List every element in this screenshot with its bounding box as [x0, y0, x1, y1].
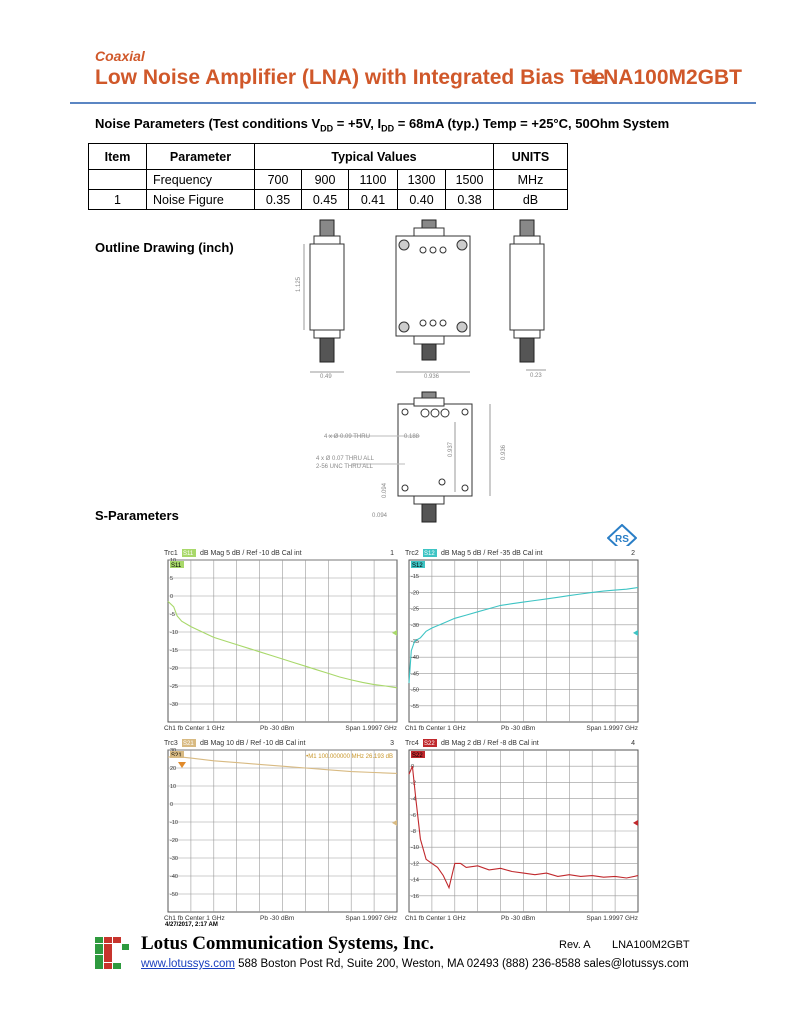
trace-info: dB Mag 5 dB / Ref -35 dB Cal int — [441, 550, 543, 557]
trace-tag: S12 — [424, 551, 435, 557]
panel-number: 1 — [390, 550, 394, 557]
sparam-panel — [405, 739, 638, 922]
trace-name: Trc4 — [405, 740, 419, 747]
panel-number: 4 — [631, 740, 635, 747]
tick-label: -5 — [170, 612, 175, 618]
tick-label: -25 — [170, 684, 178, 690]
noise-table — [88, 143, 568, 210]
trace-name: Trc1 — [164, 550, 178, 557]
tick-label: -30 — [170, 856, 178, 862]
dim-width-right: 0.23 — [530, 373, 542, 379]
dim-0094a: 0.094 — [382, 482, 388, 498]
footer-power: Pb -30 dBm — [260, 725, 295, 732]
marker-readout: •M1 100.000000 MHz 26.193 dB — [306, 754, 393, 760]
lotus-logo-icon — [93, 935, 131, 973]
footer-center: Ch1 fb Center 1 GHz — [405, 725, 466, 732]
footer-span: Span 1.9997 GHz — [586, 725, 638, 732]
dim-width-side: 0.49 — [320, 374, 332, 380]
cell-freq-unit: MHz — [494, 170, 568, 190]
tick-label: -50 — [170, 892, 178, 898]
website-link[interactable]: www.lotussys.com — [141, 958, 235, 970]
trace-info: dB Mag 5 dB / Ref -10 dB Cal int — [200, 550, 302, 557]
header-rule — [70, 102, 756, 104]
tick-label: 0 — [170, 594, 174, 600]
sparam-panel — [164, 739, 397, 922]
tick-label: -45 — [411, 671, 419, 678]
footer-span: Span 1.9997 GHz — [345, 915, 397, 922]
tick-label: -6 — [411, 812, 416, 819]
cell-freq-label: Frequency — [147, 170, 255, 190]
sparams-title: S-Parameters — [95, 508, 179, 523]
cell-nf-item: 1 — [89, 190, 147, 210]
cell-nf: 0.45 — [302, 190, 349, 210]
footer-address — [141, 958, 689, 970]
footer-center: Ch1 fb Center 1 GHz — [164, 915, 225, 922]
tick-label: -10 — [170, 630, 178, 636]
footer-center: Ch1 fb Center 1 GHz — [405, 915, 466, 922]
footer-span: Span 1.9997 GHz — [345, 725, 397, 732]
trace-name: Trc2 — [405, 550, 419, 557]
svg-text:RS: RS — [615, 534, 629, 545]
tick-label: -20 — [411, 590, 419, 597]
address-text: 588 Boston Post Rd, Suite 200, Weston, MA 02493 (888) 236-8588 sales@lotussys.com — [234, 958, 689, 970]
footer-power: Pb -30 dBm — [260, 915, 295, 922]
trace-name: Trc3 — [164, 740, 178, 747]
company-name: Lotus Communication Systems, Inc. — [141, 933, 434, 954]
tick-label: -16 — [411, 893, 419, 900]
cell-nf-label: Noise Figure — [147, 190, 255, 210]
tick-label: 0 — [411, 764, 415, 771]
th-item: Item — [89, 144, 147, 170]
footer-part-number: LNA100M2GBT — [612, 939, 690, 951]
tick-label: -10 — [170, 820, 178, 826]
cell-nf: 0.41 — [349, 190, 398, 210]
tick-label: -50 — [411, 687, 419, 694]
footer-center: Ch1 fb Center 1 GHz — [164, 725, 225, 732]
tick-label: -2 — [411, 780, 416, 787]
panel-number: 3 — [390, 740, 394, 747]
cell-nf-unit: dB — [494, 190, 568, 210]
trace-tag: S22 — [424, 741, 435, 747]
footer-power: Pb -30 dBm — [501, 725, 536, 732]
tick-label: -20 — [170, 838, 178, 844]
footer-power: Pb -30 dBm — [501, 915, 536, 922]
cell-freq: 1500 — [446, 170, 494, 190]
panel-number: 2 — [631, 550, 635, 557]
tick-label: -40 — [170, 874, 178, 880]
cell-freq: 1100 — [349, 170, 398, 190]
trace-label: S12 — [412, 563, 423, 569]
tick-label: 0 — [170, 802, 174, 808]
dim-0188: 0.188 — [404, 434, 420, 440]
outline-title: Outline Drawing (inch) — [95, 240, 234, 255]
cell-nf: 0.40 — [398, 190, 446, 210]
revision: Rev. A — [559, 939, 591, 951]
cell-freq: 900 — [302, 170, 349, 190]
tick-label: -40 — [411, 655, 419, 662]
trace-tag: S21 — [183, 741, 194, 747]
trace-label: S22 — [412, 753, 423, 759]
trace-label: S21 — [171, 753, 182, 759]
sparams-display — [160, 546, 642, 922]
dim-0937: 0.937 — [448, 441, 454, 457]
cell-freq: 1300 — [398, 170, 446, 190]
tick-label: -55 — [411, 703, 419, 710]
sparam-panel — [405, 549, 638, 732]
dim-holes2a: 4 x Ø 0.07 THRU ALL — [316, 456, 374, 462]
outline-drawing — [280, 212, 570, 524]
dim-0936: 0.936 — [501, 444, 507, 460]
doc-title: Low Noise Amplifier (LNA) with Integrated Bias Tee — [95, 66, 605, 89]
tick-label: -4 — [411, 796, 416, 803]
tick-label: -15 — [411, 574, 419, 581]
tick-label: -15 — [170, 648, 178, 654]
dim-height: 1.125 — [296, 276, 302, 292]
trace-info: dB Mag 2 dB / Ref -8 dB Cal int — [441, 740, 539, 747]
tick-label: -8 — [411, 829, 416, 835]
cell-nf: 0.35 — [255, 190, 302, 210]
dim-0094b: 0.094 — [372, 513, 388, 519]
tick-label: -35 — [411, 639, 419, 645]
trace-info: dB Mag 10 dB / Ref -10 dB Cal int — [200, 740, 306, 747]
footer-span: Span 1.9997 GHz — [586, 915, 638, 922]
dim-holes2b: 2-56 UNC THRU ALL — [316, 464, 373, 470]
tick-label: -25 — [411, 606, 419, 613]
tick-label: -10 — [411, 845, 419, 852]
part-number: LNA100M2GBT — [590, 66, 742, 89]
tick-label: -30 — [411, 622, 419, 629]
cell-nf: 0.38 — [446, 190, 494, 210]
cell — [89, 170, 147, 190]
tick-label: -30 — [170, 702, 178, 708]
th-units: UNITS — [494, 144, 568, 170]
doc-subtitle: Coaxial — [95, 48, 145, 64]
trace-tag: S11 — [183, 551, 194, 557]
noise-title: Noise Parameters (Test conditions $V_{DD} = +5V$, $I_{DD} = 68mA$ (typ.) Temp = +25°C, 50Ohm System — [95, 116, 670, 134]
tick-label: 20 — [170, 766, 177, 772]
tick-label: -14 — [411, 877, 419, 884]
th-parameter: Parameter — [147, 144, 255, 170]
dim-holes1: 4 x Ø 0.09 THRU — [324, 434, 370, 440]
sparam-panel — [164, 549, 397, 732]
dim-width-top: 0.936 — [424, 374, 440, 380]
tick-label: -20 — [170, 666, 178, 672]
cell-freq: 700 — [255, 170, 302, 190]
trace-label: S11 — [171, 563, 182, 569]
timestamp: 4/27/2017, 2:17 AM — [165, 922, 218, 928]
tick-label: 10 — [170, 784, 177, 790]
tick-label: 5 — [170, 576, 174, 582]
tick-label: -12 — [411, 861, 419, 868]
th-typical: Typical Values — [255, 144, 494, 170]
